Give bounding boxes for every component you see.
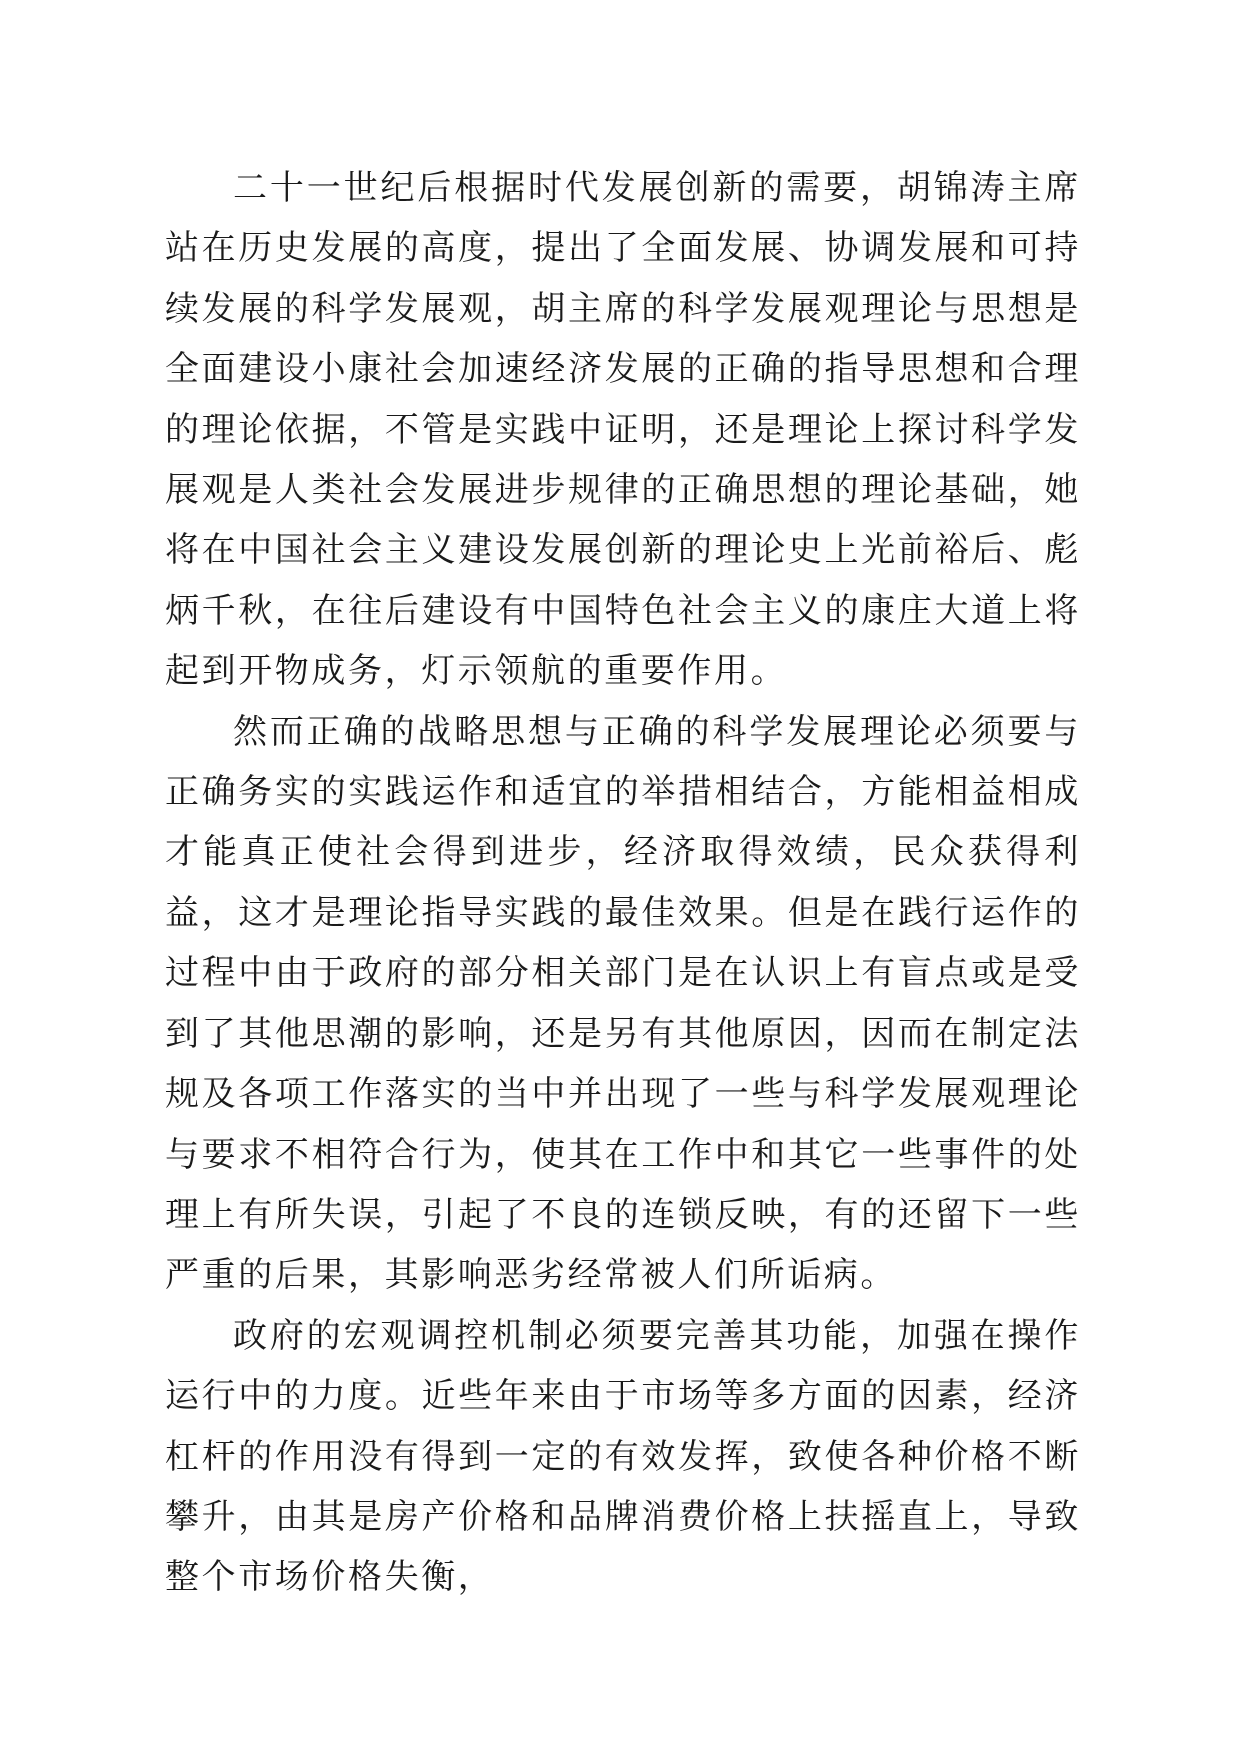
document-body — [165, 158, 1081, 1608]
paragraph-1: 二十一世纪后根据时代发展创新的需要，胡锦涛主席站在历史发展的高度，提出了全面发展、协调发展和可持续发展的科学发展观，胡主席的科学发展观理论与思想是全面建设小康社会加速经济发展的正确的指导思想和合理的理论依据，不管是实践中证明，还是理论上探讨科学发展观是人类社会发展进步规律的正确思想的理论基础，她将在中国社会主义建设发展创新的理论史上光前裕后、彪炳千秋，在往后建设有中国特色社会主义的康庄大道上将起到开物成务，灯示领航的重要作用。 — [165, 168, 1081, 692]
paragraph-3: 政府的宏观调控机制必须要完善其功能，加强在操作运行中的力度。近些年来由于市场等多方面的因素，经济杠杆的作用没有得到一定的有效发挥，致使各种价格不断攀升，由其是房产价格和品牌消费价格上扶摇直上，导致整个市场价格失衡， — [165, 1315, 1081, 1598]
paragraph-2: 然而正确的战略思想与正确的科学发展理论必须要与正确务实的实践运作和适宜的举措相结合，方能相益相成才能真正使社会得到进步，经济取得效绩，民众获得利益，这才是理论指导实践的最佳效果。但是在践行运作的过程中由于政府的部分相关部门是在认识上有盲点或是受到了其他思潮的影响，还是另有其他原因，因而在制定法规及各项工作落实的当中并出现了一些与科学发展观理论与要求不相符合行为，使其在工作中和其它一些事件的处理上有所失误，引起了不良的连锁反映，有的还留下一些严重的后果，其影响恶劣经常被人们所诟病。 — [165, 711, 1081, 1296]
